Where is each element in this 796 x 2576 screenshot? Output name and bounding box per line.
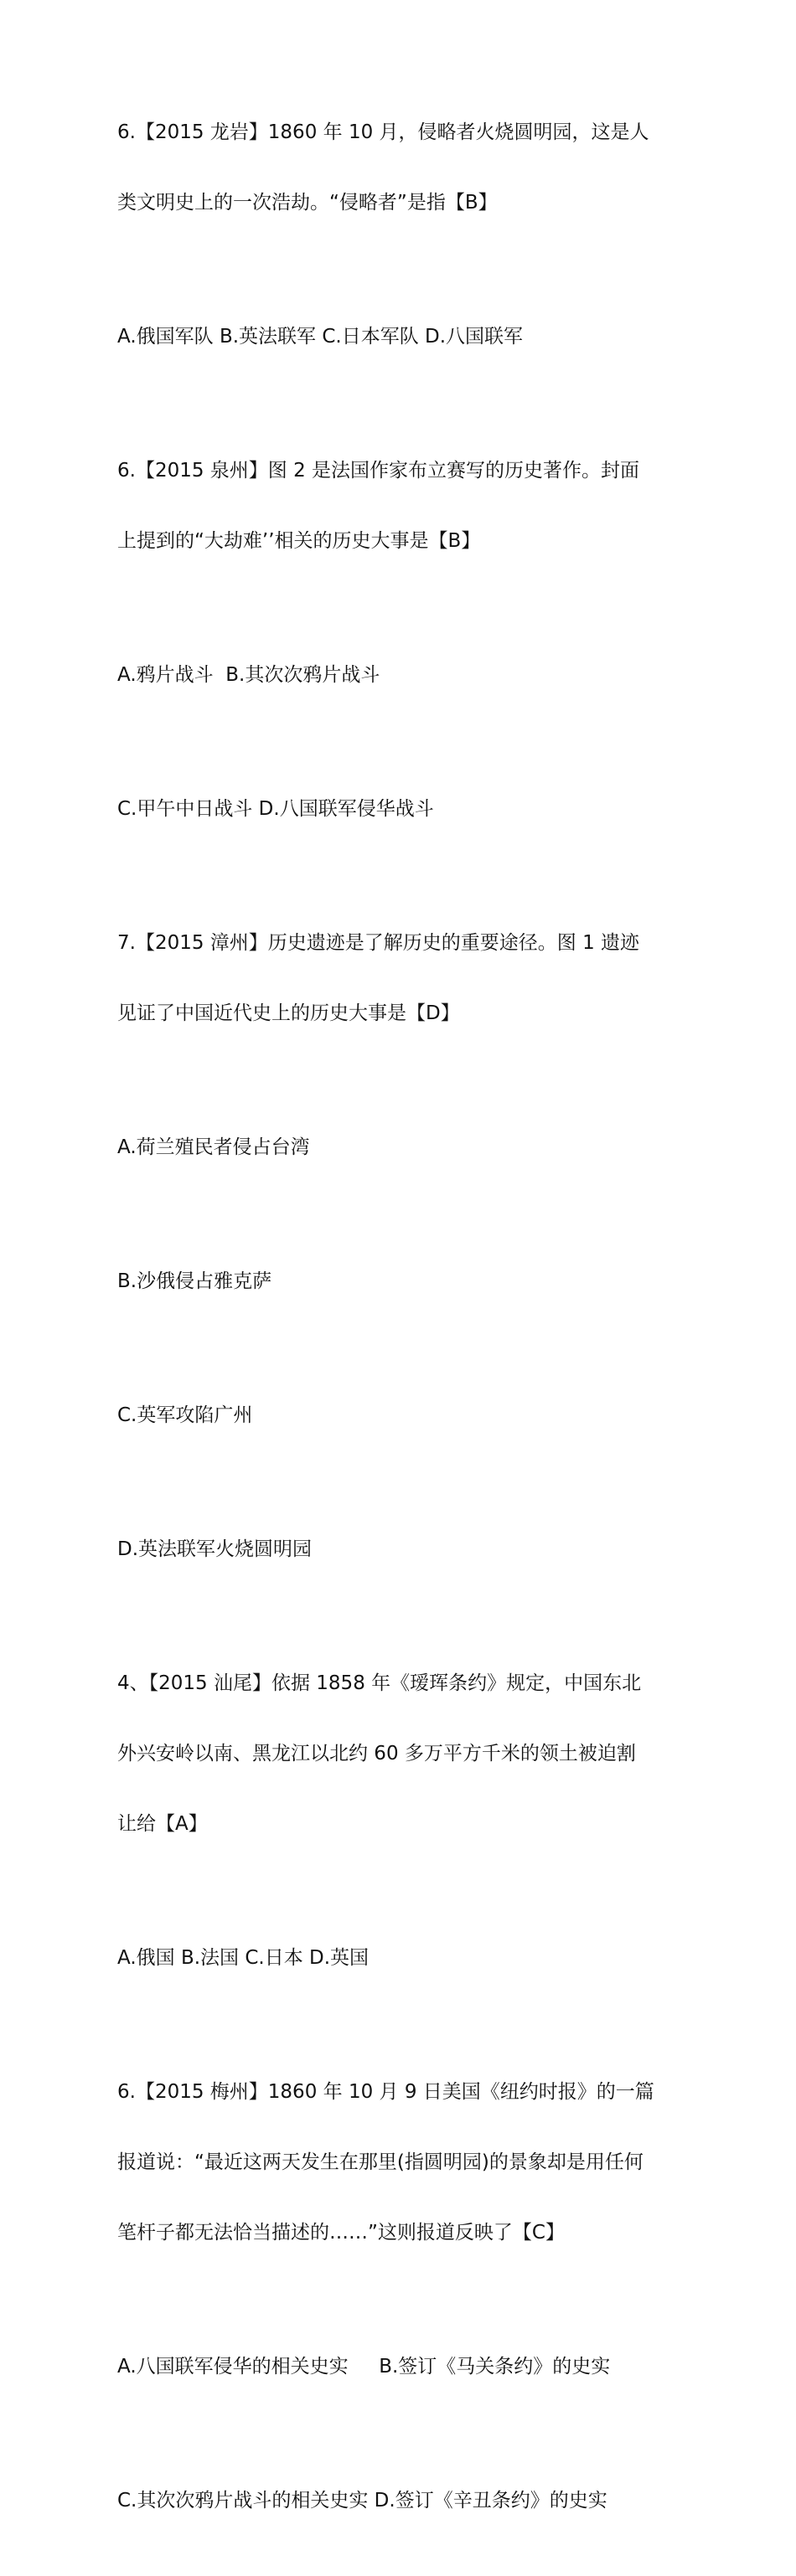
stem-line: 笔杆子都无法恰当描述的……”这则报道反映了【C】 — [117, 2222, 565, 2244]
stem-line: 6.【2015 泉州】图 2 是法国作家布立赛写的历史著作。封面 — [117, 460, 640, 482]
question-5-option-2 — [117, 2442, 695, 2559]
stem-line: 外兴安岭以南、黑龙江以北约 60 多万平方千米的领土被迫割 — [117, 1743, 636, 1765]
stem-line: 报道说：“最近这两天发生在那里(指圆明园)的景象却是用任何 — [117, 2151, 644, 2173]
option-line: C.英军攻陷广州 — [117, 1404, 253, 1426]
option-line: A.八国联军侵华的相关史实 B.签订《马关条约》的史实 — [117, 2356, 611, 2378]
option-line: C.甲午中日战斗 D.八国联军侵华战斗 — [117, 798, 434, 820]
stem-line: 见证了中国近代史上的历史大事是【D】 — [117, 1002, 460, 1024]
stem-line: 类文明史上的一次浩劫。“侵略者”是指【B】 — [117, 192, 498, 214]
question-1-stem — [117, 74, 695, 261]
document-page — [117, 74, 695, 2576]
question-1-options — [117, 278, 695, 395]
question-2-option-1 — [117, 616, 695, 734]
question-4-stem — [117, 1625, 695, 1883]
question-3-option-b — [117, 1223, 695, 1340]
stem-line: 让给【A】 — [117, 1813, 208, 1835]
question-3-option-a — [117, 1089, 695, 1206]
option-line: A.俄国军队 B.英法联军 C.日本军队 D.八国联军 — [117, 326, 524, 348]
option-line: A.俄国 B.法国 C.日本 D.英国 — [117, 1947, 370, 1969]
stem-line: 6.【2015 梅州】1860 年 10 月 9 日美国《纽约时报》的一篇 — [117, 2081, 654, 2103]
question-3-option-c — [117, 1357, 695, 1474]
question-4-options — [117, 1899, 695, 2017]
stem-line: 7.【2015 漳州】历史遗迹是了解历史的重要途径。图 1 遗迹 — [117, 932, 640, 954]
option-line: D.英法联军火烧圆明园 — [117, 1538, 313, 1560]
question-3-stem — [117, 884, 695, 1072]
stem-line: 上提到的“大劫难’’相关的历史大事是【B】 — [117, 530, 481, 552]
option-line: A.荷兰殖民者侵占台湾 — [117, 1136, 310, 1158]
question-5-option-1 — [117, 2308, 695, 2425]
option-line: B.沙俄侵占雅克萨 — [117, 1270, 272, 1292]
option-line: C.其次次鸦片战斗的相关史实 D.签订《辛丑条约》的史实 — [117, 2490, 607, 2512]
question-5-stem — [117, 2033, 695, 2291]
question-3-option-d — [117, 1491, 695, 1608]
question-2-stem — [117, 412, 695, 600]
question-2-option-2 — [117, 750, 695, 868]
stem-line: 6.【2015 龙岩】1860 年 10 月，侵略者火烧圆明园，这是人 — [117, 121, 649, 143]
option-line: A.鸦片战斗 B.其次次鸦片战斗 — [117, 664, 380, 686]
stem-line: 4、【2015 汕尾】依据 1858 年《瑷珲条约》规定，中国东北 — [117, 1672, 642, 1694]
